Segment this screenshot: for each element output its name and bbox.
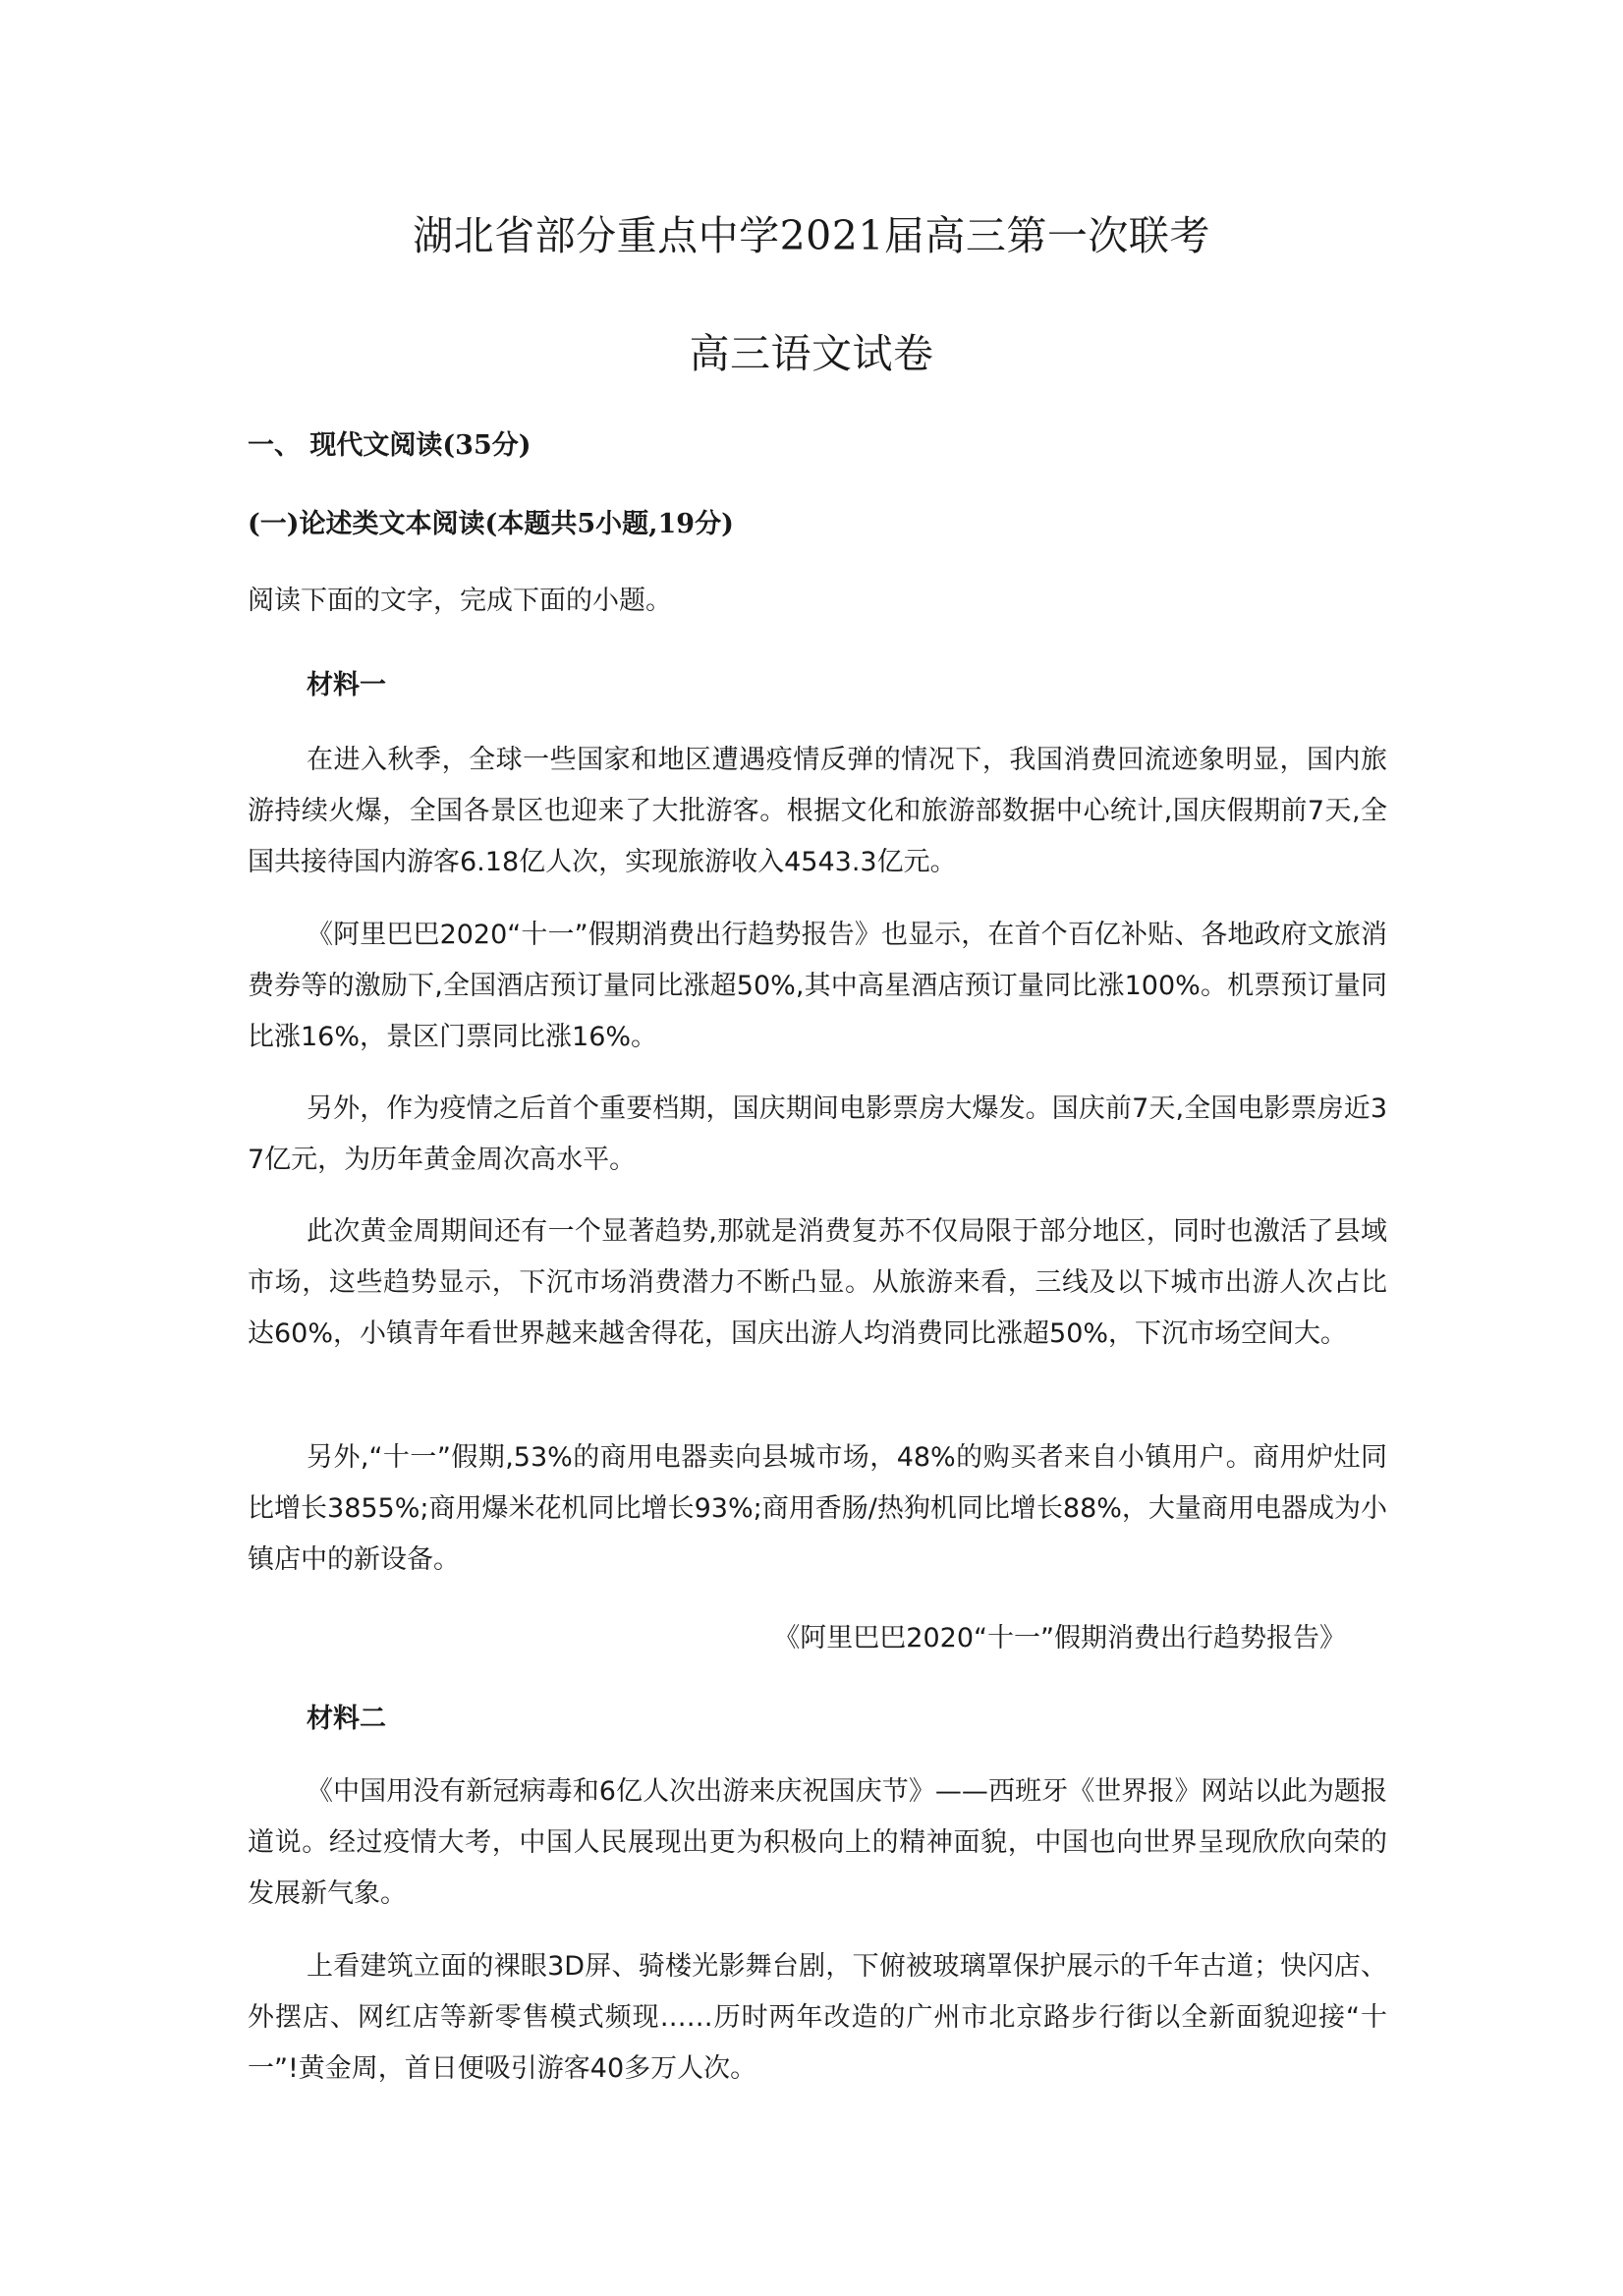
exam-subtitle: 高三语文试卷 (689, 330, 934, 377)
material-one-paragraph: 另外,“十一”假期,53%的商用电器卖向县城市场，48%的购买者来自小镇用户。商用炉灶同比增长3855%;商用爆米花机同比增长93%;商用香肠/热狗机同比增长88%，大量商用电器成为小镇店中的新设备。 (248, 1442, 1387, 1575)
material-one-paragraph: 在进入秋季，全球一些国家和地区遭遇疫情反弹的情况下，我国消费回流迹象明显，国内旅游持续火爆，全国各景区也迎来了大批游客。根据文化和旅游部数据中心统计,国庆假期前7天,全国共接待国内游客6.18亿人次，实现旅游收入4543.3亿元。 (248, 745, 1387, 877)
material-one-paragraph: 此次黄金周期间还有一个显著趋势,那就是消费复苏不仅局限于部分地区，同时也激活了县域市场，这些趋势显示，下沉市场消费潜力不断凸显。从旅游来看，三线及以下城市出游人次占比达60%，小镇青年看世界越来越舍得花，国庆出游人均消费同比涨超50%，下沉市场空间大。 (248, 1216, 1387, 1349)
material-one-paragraph: 另外，作为疫情之后首个重要档期，国庆期间电影票房大爆发。国庆前7天,全国电影票房近37亿元，为历年黄金周次高水平。 (248, 1093, 1387, 1175)
section-heading: 一、 现代文阅读(35分) (248, 430, 532, 461)
material-two-paragraph: 《中国用没有新冠病毒和6亿人次出游来庆祝国庆节》——西班牙《世界报》网站以此为题报道说。经过疫情大考，中国人民展现出更为积极向上的精神面貌，中国也向世界呈现欣欣向荣的发展新气象。 (248, 1776, 1387, 1909)
reading-instruction: 阅读下面的文字，完成下面的小题。 (248, 586, 672, 616)
material-one-label: 材料一 (307, 670, 386, 700)
material-one-paragraph: 《阿里巴巴2020“十一”假期消费出行趋势报告》也显示，在首个百亿补贴、各地政府文旅消费券等的激励下,全国酒店预订量同比涨超50%,其中高星酒店预订量同比涨100%。机票预订量同比涨16%，景区门票同比涨16%。 (248, 920, 1387, 1052)
material-two-paragraph: 上看建筑立面的裸眼3D屏、骑楼光影舞台剧，下俯被玻璃罩保护展示的千年古道；快闪店、外摆店、网红店等新零售模式频现……历时两年改造的广州市北京路步行街以全新面貌迎接“十一”!黄金周，首日便吸引游客40多万人次。 (248, 1951, 1387, 2084)
subsection-heading: (一)论述类文本阅读(本题共5小题,19分) (248, 509, 734, 539)
material-one-source: 《阿里巴巴2020“十一”假期消费出行趋势报告》 (773, 1623, 1346, 1653)
material-two-label: 材料二 (307, 1704, 386, 1734)
exam-title: 湖北省部分重点中学2021届高三第一次联考 (413, 212, 1210, 259)
